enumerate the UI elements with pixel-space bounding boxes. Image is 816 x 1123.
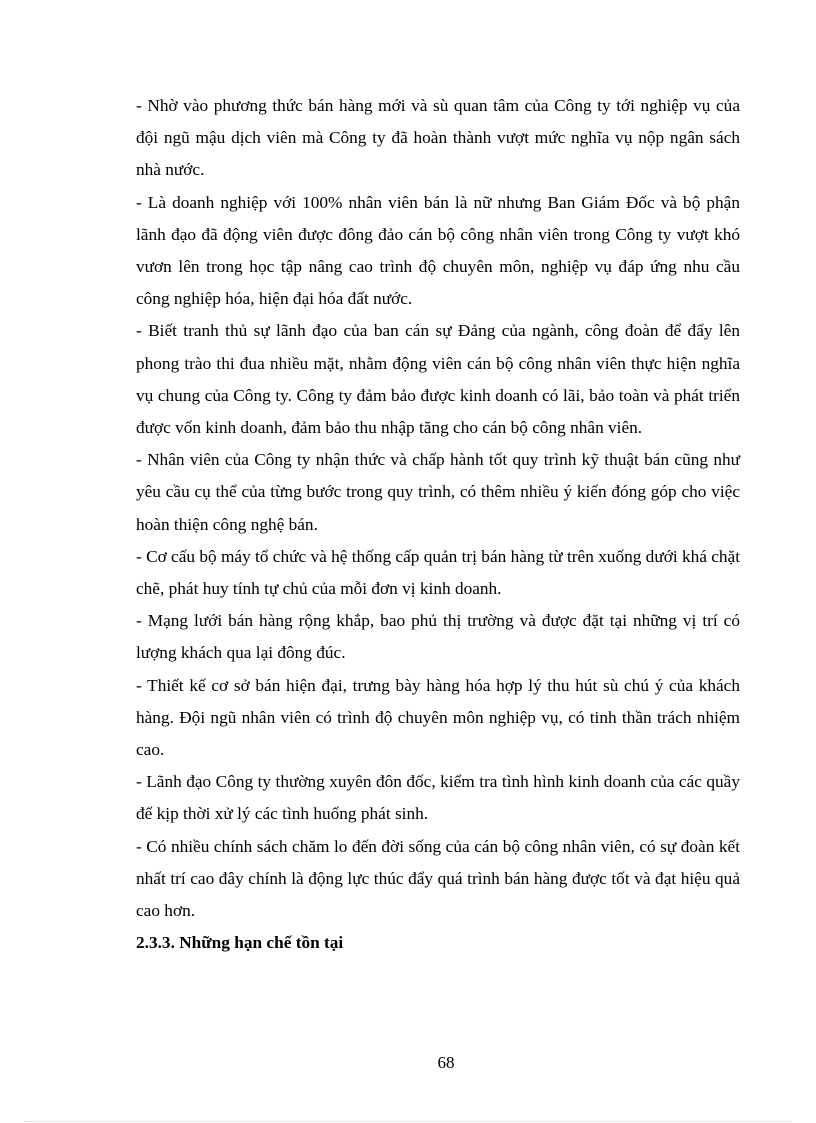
paragraph-staff-awareness: - Nhân viên của Công ty nhận thức và chấp hành tốt quy trình kỹ thuật bán cũng như yêu cầu cụ thể của từng bước trong quy trình, có thêm nhiều ý kiến đóng góp cho việc hoàn thiện công nghệ bán. xyxy=(136,450,740,534)
page-body xyxy=(136,90,740,959)
paragraph-sales-network: - Mạng lưới bán hàng rộng khắp, bao phủ thị trường và được đặt tại những vị trí có lượng khách qua lại đông đúc. xyxy=(136,611,740,663)
page-bottom-divider xyxy=(24,1121,792,1122)
page-number: 68 xyxy=(437,1053,455,1072)
paragraph-party-leadership: - Biết tranh thủ sự lãnh đạo của ban cán sự Đảng của ngành, công đoàn để đẩy lên phong trào thi đua nhiều mặt, nhằm động viên cán bộ công nhân viên thực hiện nghĩa vụ chung của Công ty. Công ty đảm bảo được kinh doanh có lãi, bảo toàn và phát triển được vốn kinh doanh, đảm bảo thu nhập tăng cho cán bộ công nhân viên. xyxy=(136,321,740,438)
paragraph-sales-method: - Nhờ vào phương thức bán hàng mới và sù quan tâm của Công ty tới nghiệp vụ của đội ngũ mậu dịch viên mà Công ty đã hoàn thành vượt mức nghĩa vụ nộp ngân sách nhà nước. xyxy=(136,96,740,180)
paragraph-organization-structure: - Cơ cấu bộ máy tổ chức và hệ thống cấp quản trị bán hàng từ trên xuống dưới khá chặt chẽ, phát huy tính tự chủ của mỗi đơn vị kinh doanh. xyxy=(136,546,741,599)
paragraph-female-staff: - Là doanh nghiệp với 100% nhân viên bán là nữ nhưng Ban Giám Đốc và bộ phận lãnh đạo đã động viên được đông đảo cán bộ công nhân viên trong Công ty vượt khó vươn lên trong học tập nâng cao trình độ chuyên môn, nghiệp vụ đáp ứng nhu cầu công nghiệp hóa, hiện đại hóa đất nước. xyxy=(136,192,740,309)
paragraph-store-design: - Thiết kế cơ sở bán hiện đại, trưng bày hàng hóa hợp lý thu hút sù chú ý của khách hàng. Đội ngũ nhân viên có trình độ chuyên môn nghiệp vụ, có tinh thần trách nhiệm cao. xyxy=(136,675,740,760)
paragraph-leadership-supervision: - Lãnh đạo Công ty thường xuyên đôn đốc, kiểm tra tình hình kinh doanh của các quầy để kịp thời xử lý các tình huống phát sinh. xyxy=(136,772,740,824)
paragraph-welfare-policies: - Có nhiều chính sách chăm lo đến đời sống của cán bộ công nhân viên, có sự đoàn kết nhất trí cao đây chính là động lực thúc đẩy quá trình bán hàng được tốt và đạt hiệu quả cao hơn. xyxy=(136,836,740,921)
section-heading: 2.3.3. Những hạn chế tồn tại xyxy=(136,933,344,953)
